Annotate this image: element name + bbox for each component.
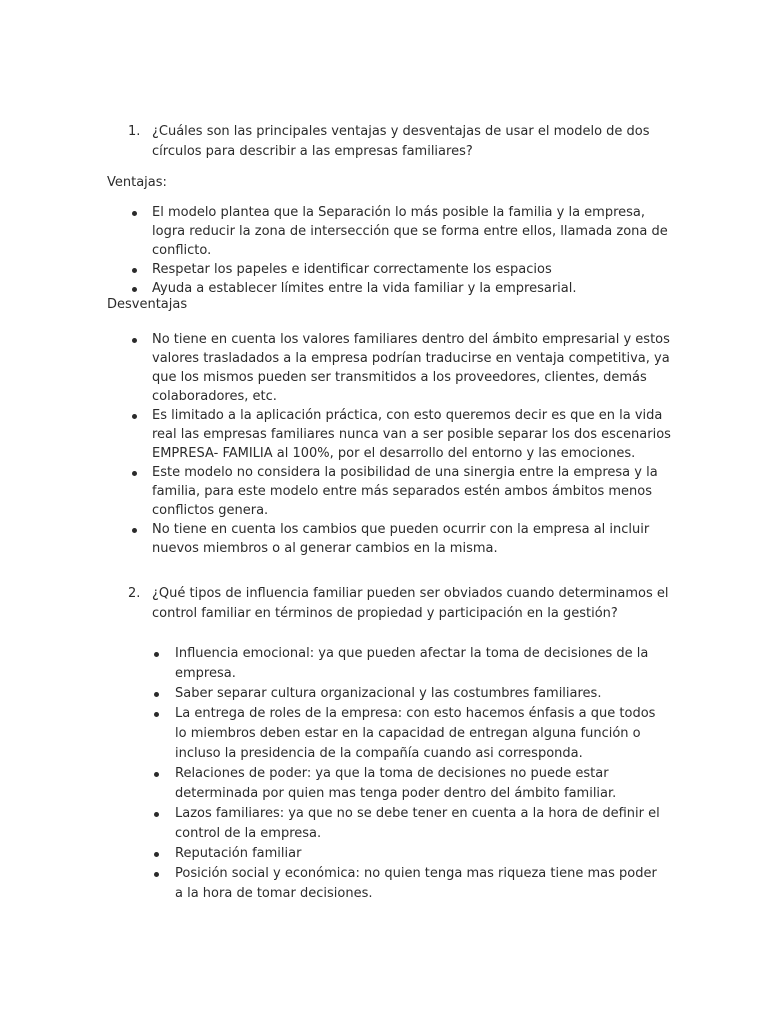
desventajas-list <box>152 330 672 558</box>
desventajas-heading: Desventajas <box>107 297 188 312</box>
list-item-text: No tiene en cuenta los cambios que pueden ocurrir con la empresa al incluir nuevos miembros o al generar cambios en la misma. <box>152 522 650 556</box>
list-item <box>152 260 672 279</box>
bullet-icon <box>154 772 159 777</box>
question-1-number: 1. <box>128 124 141 139</box>
list-item-text: Respetar los papeles e identificar correctamente los espacios <box>152 262 552 277</box>
list-item <box>152 279 672 298</box>
list-item-text: Influencia emocional: ya que pueden afectar la toma de decisiones de la empresa. <box>175 646 649 681</box>
list-item <box>175 704 665 764</box>
list-item <box>175 764 665 804</box>
bullet-icon <box>154 812 159 817</box>
influencias-list <box>175 644 665 904</box>
list-item <box>152 330 672 406</box>
bullet-icon <box>154 692 159 697</box>
list-item <box>175 864 665 904</box>
list-item <box>175 844 665 864</box>
list-item-text: La entrega de roles de la empresa: con esto hacemos énfasis a que todos lo miembros deben estar en la capacidad de entregan alguna función o incluso la presidencia de la compañía cuando asi corresponda. <box>175 706 656 761</box>
list-item-text: No tiene en cuenta los valores familiares dentro del ámbito empresarial y estos valores trasladados a la empresa podrían traducirse en ventaja competitiva, ya que los mismos pueden ser transmitidos a los proveedores, clientes, demás colaboradores, etc. <box>152 332 670 404</box>
question-2 <box>128 584 672 623</box>
question-2-number: 2. <box>128 586 141 601</box>
list-item <box>152 406 672 463</box>
list-item-text: Es limitado a la aplicación práctica, con esto queremos decir es que en la vida real las empresas familiares nunca van a ser posible separar los dos escenarios EMPRESA- FAMILIA al 100%, por el desarrollo del entorno y las emociones. <box>152 408 671 461</box>
list-item <box>175 644 665 684</box>
bullet-icon <box>132 268 137 273</box>
list-item-text: Este modelo no considera la posibilidad de una sinergia entre la empresa y la familia, para este modelo entre más separados estén ambos ámbitos menos conflictos genera. <box>152 465 658 518</box>
bullet-icon <box>132 414 137 419</box>
bullet-icon <box>132 338 137 343</box>
list-item <box>152 520 672 558</box>
list-item-text: Reputación familiar <box>175 846 302 861</box>
ventajas-list <box>152 203 672 298</box>
ventajas-heading: Ventajas: <box>107 175 167 190</box>
list-item-text: Saber separar cultura organizacional y las costumbres familiares. <box>175 686 602 701</box>
list-item <box>175 684 665 704</box>
question-1-text: ¿Cuáles son las principales ventajas y desventajas de usar el modelo de dos círculos para describir a las empresas familiares? <box>152 124 650 159</box>
bullet-icon <box>154 852 159 857</box>
list-item-text: Lazos familiares: ya que no se debe tener en cuenta a la hora de definir el control de la empresa. <box>175 806 660 841</box>
bullet-icon <box>154 652 159 657</box>
list-item-text: Relaciones de poder: ya que la toma de decisiones no puede estar determinada por quien mas tenga poder dentro del ámbito familiar. <box>175 766 617 801</box>
bullet-icon <box>154 712 159 717</box>
bullet-icon <box>132 287 137 292</box>
list-item <box>152 203 670 260</box>
bullet-icon <box>132 211 137 216</box>
list-item-text: El modelo plantea que la Separación lo más posible la familia y la empresa, logra reducir la zona de intersección que se forma entre ellos, llamada zona de conflicto. <box>152 205 668 258</box>
bullet-icon <box>154 872 159 877</box>
list-item-text: Posición social y económica: no quien tenga mas riqueza tiene mas poder a la hora de tomar decisiones. <box>175 866 657 901</box>
list-item-text: Ayuda a establecer límites entre la vida familiar y la empresarial. <box>152 281 577 296</box>
question-1 <box>128 122 672 161</box>
bullet-icon <box>132 471 137 476</box>
question-2-text: ¿Qué tipos de influencia familiar pueden ser obviados cuando determinamos el control familiar en términos de propiedad y participación en la gestión? <box>152 586 669 621</box>
bullet-icon <box>132 528 137 533</box>
list-item <box>175 804 665 844</box>
list-item <box>152 463 672 520</box>
